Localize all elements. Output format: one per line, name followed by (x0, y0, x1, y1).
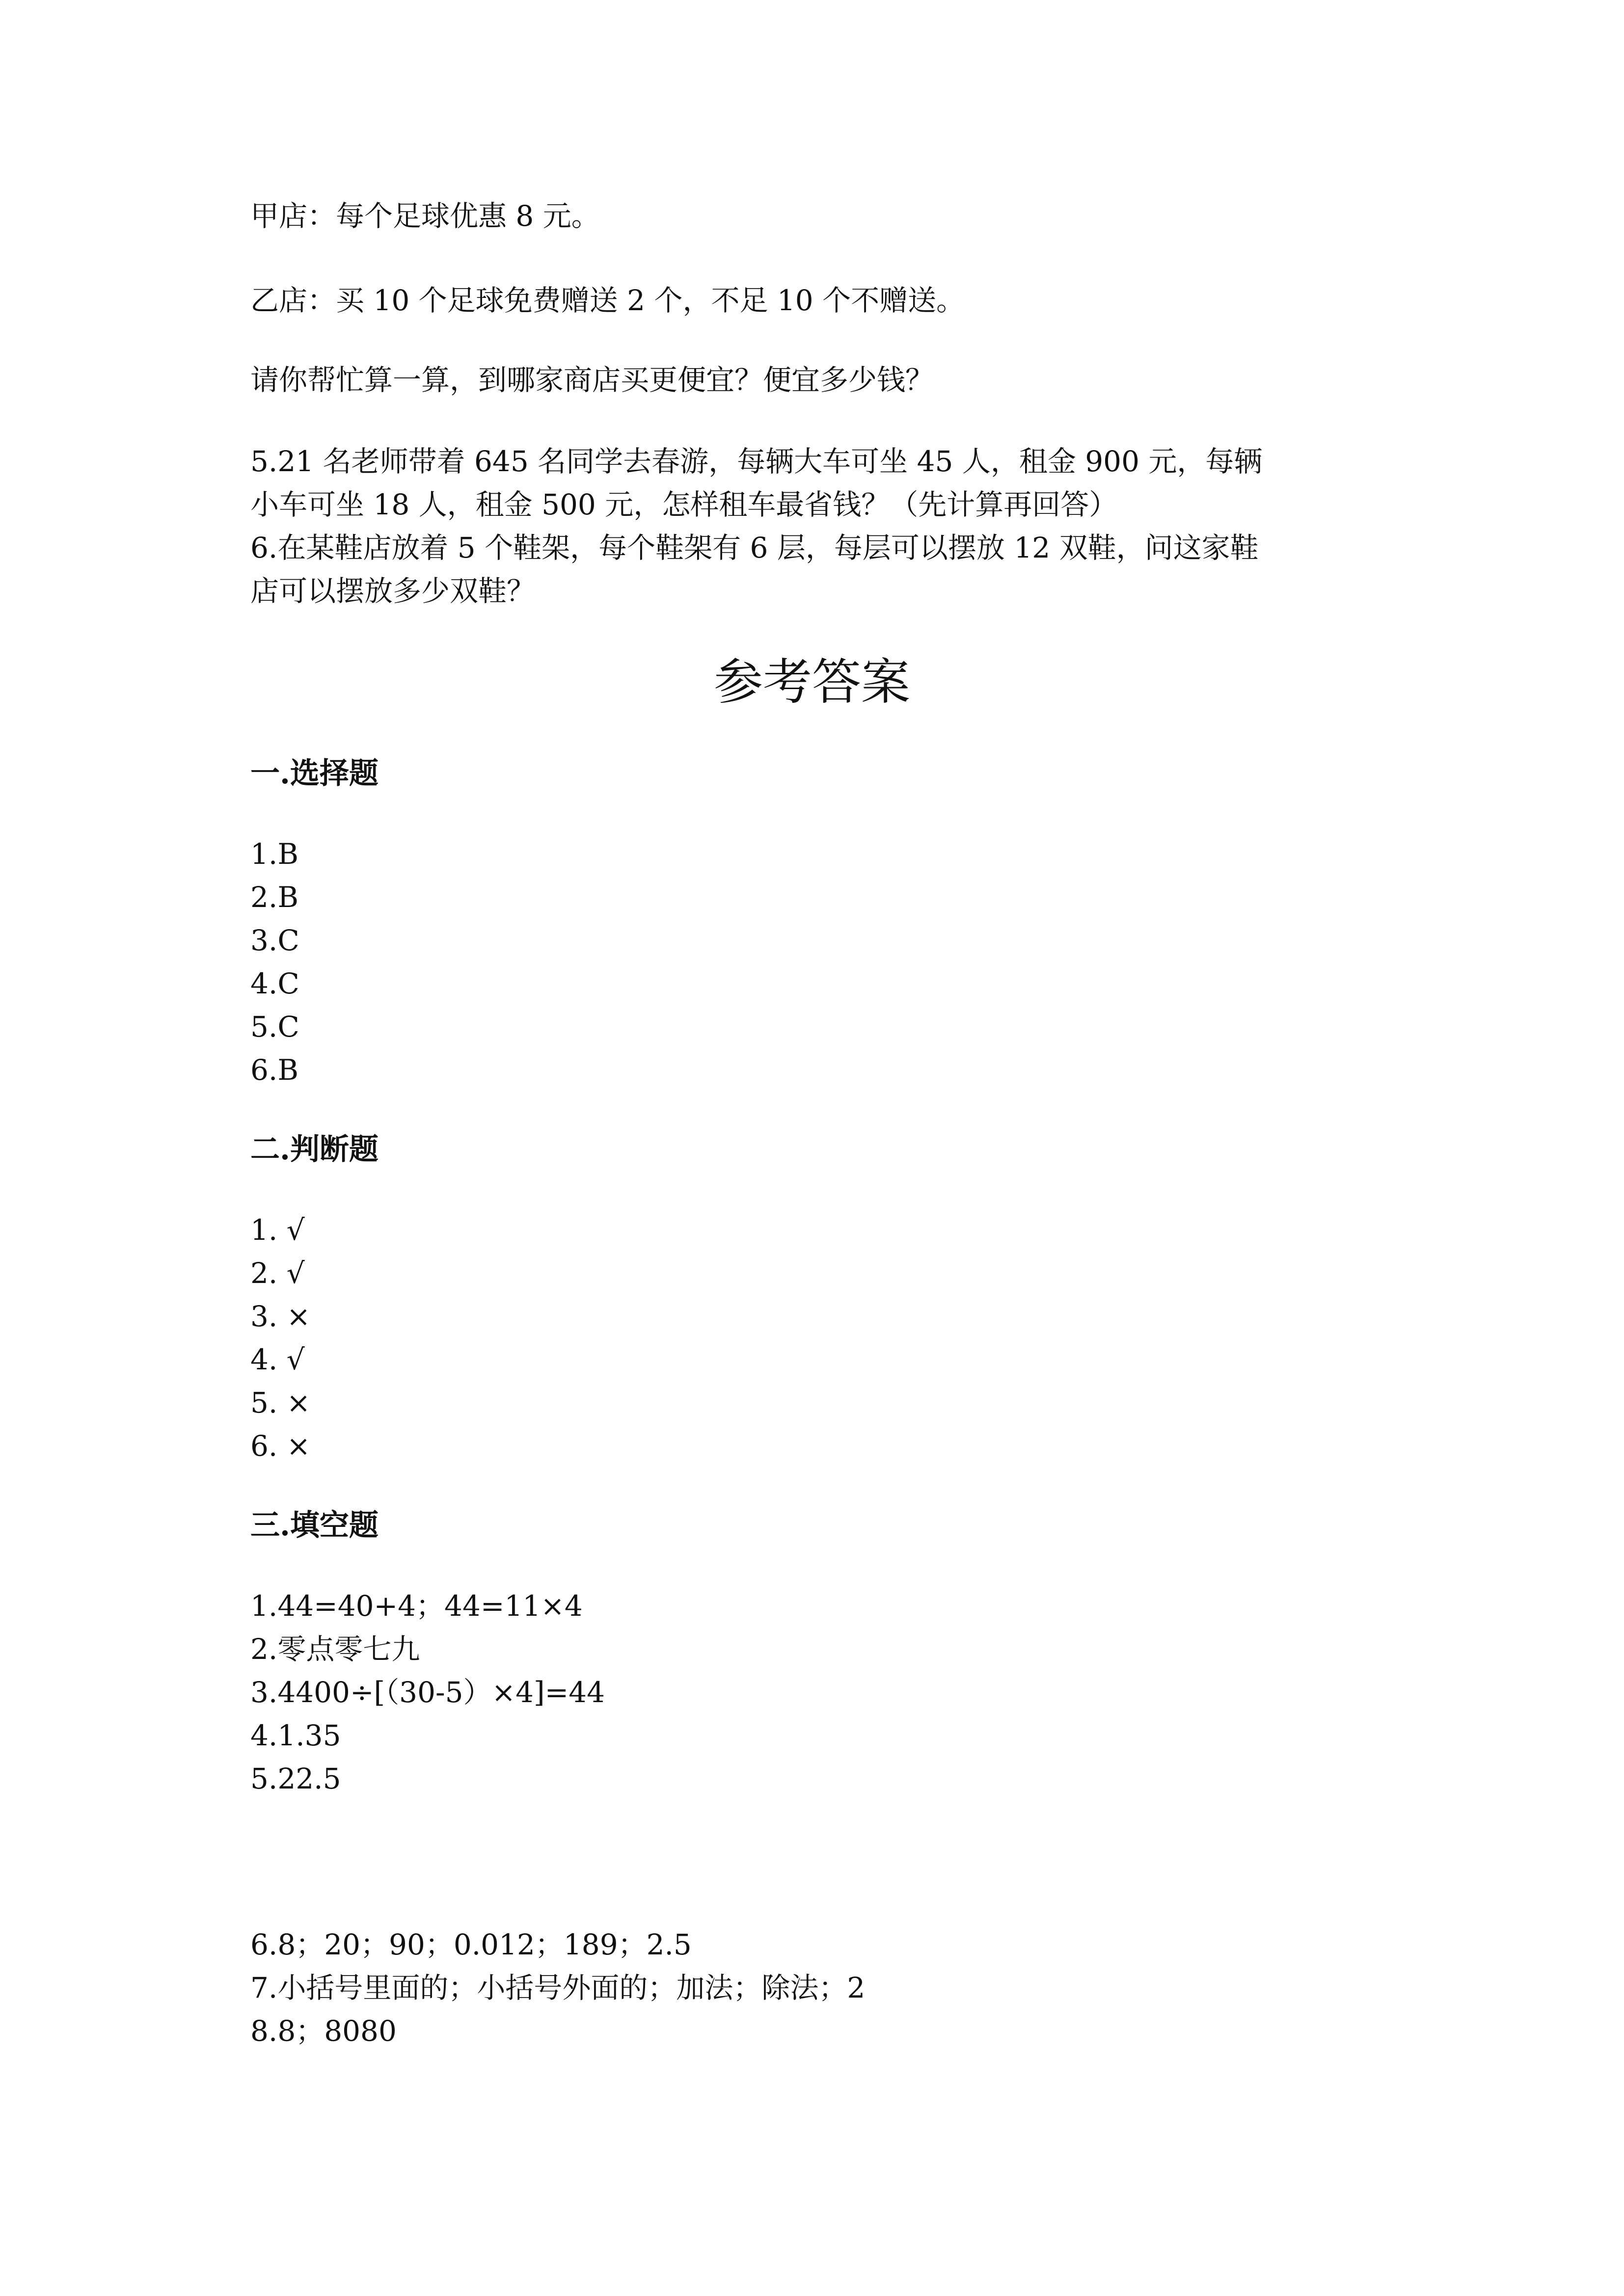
answer-item: 5. × (250, 1386, 311, 1419)
answer-key-title: 参考答案 (714, 653, 910, 711)
answer-item: 5.C (250, 1010, 299, 1043)
question-5-line-1: 5.21 名老师带着 645 名同学去春游，每辆大车可坐 45 人，租金 900 元，每辆 (250, 445, 1263, 478)
section-heading-fill-in: 三.填空题 (250, 1508, 379, 1543)
answer-item: 7.小括号里面的；小括号外面的；加法；除法；2 (250, 1971, 866, 2004)
shop-a-offer: 甲店：每个足球优惠 8 元。 (250, 199, 600, 233)
answer-item: 6.B (250, 1053, 298, 1087)
answer-item: 2.零点零七九 (250, 1632, 420, 1666)
question-6-line-1: 6.在某鞋店放着 5 个鞋架，每个鞋架有 6 层，每层可以摆放 12 双鞋，问这家鞋 (250, 531, 1259, 564)
question-5-line-2: 小车可坐 18 人，租金 500 元，怎样租车最省钱？（先计算再回答） (250, 488, 1118, 521)
answer-item: 3. × (250, 1300, 311, 1333)
answer-item: 6.8；20；90；0.012；189；2.5 (250, 1928, 692, 1961)
answer-item: 2. √ (250, 1256, 305, 1290)
answer-item: 3.4400÷[（30-5）×4]=44 (250, 1676, 605, 1709)
answer-item: 4. √ (250, 1343, 305, 1376)
answer-item: 1.B (250, 837, 298, 871)
answer-item: 4.C (250, 967, 299, 1000)
section-heading-multiple-choice: 一.选择题 (250, 756, 379, 791)
answer-item: 8.8；8080 (250, 2014, 397, 2048)
answer-item: 1. √ (250, 1213, 305, 1247)
question-6-line-2: 店可以摆放多少双鞋？ (250, 574, 536, 608)
comparison-question: 请你帮忙算一算，到哪家商店买更便宜？便宜多少钱？ (250, 363, 934, 397)
answer-item: 3.C (250, 924, 299, 957)
answer-item: 5.22.5 (250, 1762, 341, 1795)
shop-b-offer: 乙店：买 10 个足球免费赠送 2 个，不足 10 个不赠送。 (250, 284, 965, 317)
answer-item: 6. × (250, 1429, 311, 1463)
answer-item: 4.1.35 (250, 1719, 341, 1752)
section-heading-true-false: 二.判断题 (250, 1132, 379, 1167)
answer-item: 2.B (250, 881, 298, 914)
answer-item: 1.44=40+4；44=11×4 (250, 1589, 583, 1623)
